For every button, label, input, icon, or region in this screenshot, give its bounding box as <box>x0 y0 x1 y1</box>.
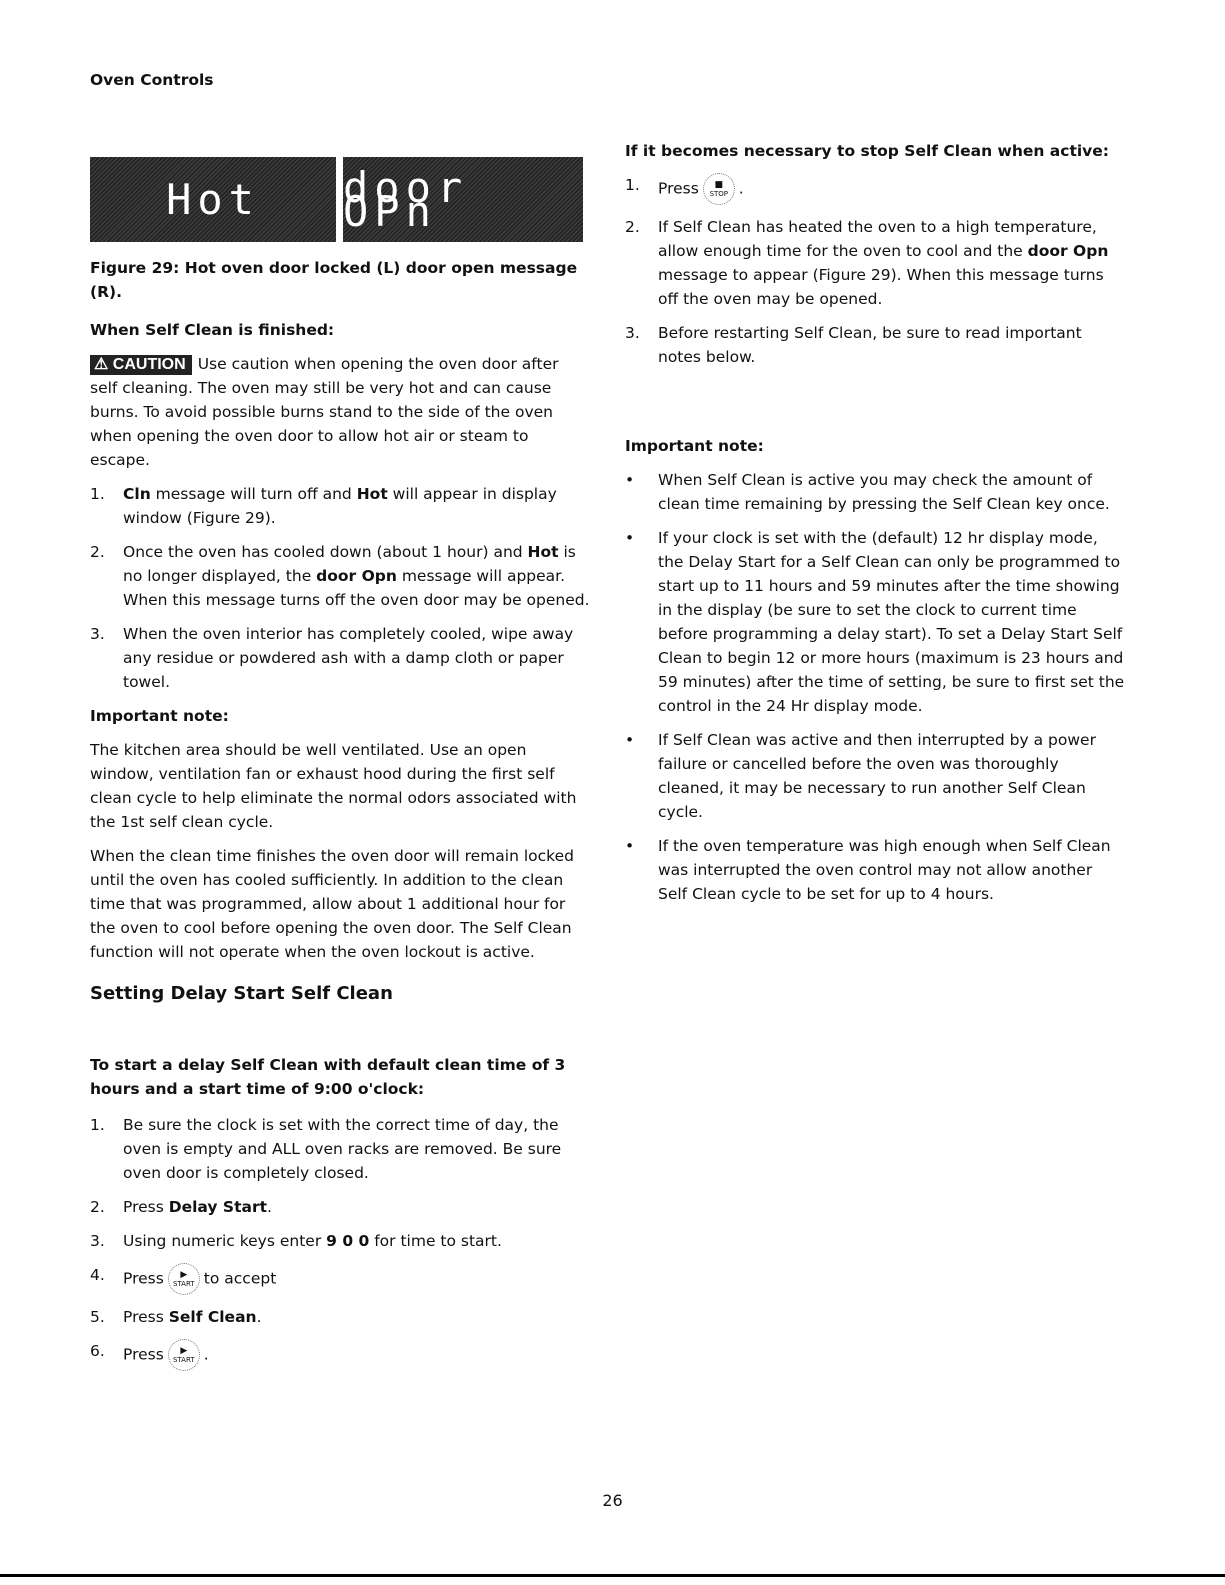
list-item <box>625 215 1125 311</box>
step-text: . <box>267 1198 272 1216</box>
list-item <box>625 173 1125 205</box>
step-text: Using numeric keys enter <box>123 1232 327 1250</box>
caution-paragraph <box>90 352 590 472</box>
step-number: 5. <box>90 1308 105 1326</box>
step-bold: door Opn <box>316 567 397 585</box>
step-number: 2. <box>625 218 640 236</box>
step-number: 1. <box>90 1116 105 1134</box>
step-text: Press <box>123 1345 164 1364</box>
caution-badge <box>90 355 192 375</box>
start-key-label: START <box>172 1356 195 1364</box>
hot-display-image <box>90 157 336 242</box>
section-header: Oven Controls <box>90 71 214 89</box>
step-bold: door Opn <box>1027 242 1109 260</box>
list-item <box>90 1305 580 1329</box>
step-text: Before restarting Self Clean, be sure to read important notes below. <box>658 324 1082 366</box>
step-text: message to appear (Figure 29). When this message turns off the oven may be opened. <box>658 266 1104 308</box>
step-text: If Self Clean has heated the oven to a high temperature, allow enough time for the oven to cool and the <box>658 218 1097 260</box>
finished-heading: When Self Clean is finished: <box>90 321 335 339</box>
step-bold: Delay Start <box>168 1198 267 1216</box>
stop-key-icon: ■ STOP <box>703 173 735 205</box>
step-bold: Cln <box>123 485 151 503</box>
step-text: When the oven interior has completely cooled, wipe away any residue or powdered ash with a damp cloth or paper towel. <box>123 625 574 691</box>
caution-label: CAUTION <box>112 356 186 373</box>
stop-steps <box>625 173 1125 369</box>
step-bold: 9 0 0 <box>326 1232 370 1250</box>
bottom-rule <box>0 1574 1225 1577</box>
step-bold: Self Clean <box>168 1308 257 1326</box>
important-section <box>625 434 1125 916</box>
step-text: Press <box>123 1198 169 1216</box>
delay-steps <box>90 1113 580 1371</box>
step-text: Press <box>123 1269 164 1288</box>
bullet-text: If the oven temperature was high enough when Self Clean was interrupted the oven control may not allow another Self Clean cycle to be set for up to 4 hours. <box>658 837 1111 903</box>
finished-section <box>90 318 590 964</box>
bullet-icon: • <box>625 471 635 489</box>
step-number: 4. <box>90 1266 105 1284</box>
stop-section <box>625 139 1125 379</box>
step-text: is no longer displayed, the <box>123 543 576 585</box>
delay-subheading: To start a delay Self Clean with default clean time of 3 hours and a start time of 9:00 o'clock: <box>90 1056 566 1098</box>
step-text: Press <box>658 179 699 198</box>
list-item <box>625 321 1125 369</box>
list-item <box>90 1113 580 1185</box>
list-item <box>625 468 1125 516</box>
list-item <box>90 1263 580 1295</box>
list-item <box>90 482 590 530</box>
ventilation-paragraph: The kitchen area should be well ventilated. Use an open window, ventilation fan or exhaust hood during the first self clean cycle to help eliminate the normal odors associated with the 1st self clean cycle. <box>90 741 577 831</box>
list-item <box>90 1195 580 1219</box>
step-bold: Hot <box>356 485 388 503</box>
warning-triangle-icon: ⚠ <box>94 356 109 373</box>
stop-key-label: STOP <box>709 190 729 198</box>
step-number: 2. <box>90 543 105 561</box>
step-number: 1. <box>90 485 105 503</box>
step-number: 3. <box>90 1232 105 1250</box>
finished-steps <box>90 482 590 694</box>
step-text: message will turn off and <box>150 485 357 503</box>
caution-text: Use caution when opening the oven door after self cleaning. The oven may still be very hot and can cause burns. To avoid possible burns stand to the side of the oven when opening the oven door to allow hot air or steam to escape. <box>90 355 559 469</box>
bullet-text: If your clock is set with the (default) 12 hr display mode, the Delay Start for a Self Clean can only be programmed to start up to 11 hours and 59 minutes after the time showing in the display (be sure to set the clock to current time before programming a delay start). To set a Delay Start Self Clean to begin 12 or more hours (maximum is 23 hours and 59 minutes) after the time of setting, be sure to first set the control in the 24 Hr display mode. <box>658 529 1125 715</box>
step-text: Once the oven has cooled down (about 1 hour) and <box>123 543 528 561</box>
start-key-icon: ▶ START <box>168 1339 200 1371</box>
step-bold: Hot <box>527 543 559 561</box>
important-note-heading: Important note: <box>90 707 229 725</box>
door-open-display-text: door OPn <box>343 162 469 236</box>
bullet-text: If Self Clean was active and then interrupted by a power failure or cancelled before the oven was thoroughly cleaned, it may be necessary to run another Self Clean cycle. <box>658 731 1096 821</box>
step-text: for time to start. <box>369 1232 502 1250</box>
list-item <box>90 1339 580 1371</box>
step-text: . <box>738 179 744 198</box>
lock-paragraph: When the clean time finishes the oven door will remain locked until the oven has cooled sufficiently. In addition to the clean time that was programmed, allow about 1 additional hour for the oven to cool before opening the oven door. The Self Clean function will not operate when the oven lockout is active. <box>90 847 574 961</box>
step-text: to accept <box>203 1269 277 1288</box>
step-text: Be sure the clock is set with the correct time of day, the oven is empty and ALL oven racks are removed. Be sure oven door is completely closed. <box>123 1116 562 1182</box>
stop-heading: If it becomes necessary to stop Self Clean when active: <box>625 142 1109 160</box>
bullet-icon: • <box>625 529 635 547</box>
bullet-icon: • <box>625 837 635 855</box>
step-number: 1. <box>625 176 640 194</box>
step-text: . <box>203 1345 209 1364</box>
start-key-label: START <box>172 1280 195 1288</box>
step-number: 2. <box>90 1198 105 1216</box>
step-text: . <box>256 1308 262 1326</box>
list-item <box>90 540 590 612</box>
bullet-icon: • <box>625 731 635 749</box>
list-item <box>90 1229 580 1253</box>
bullet-text: When Self Clean is active you may check the amount of clean time remaining by pressing the Self Clean key once. <box>658 471 1110 513</box>
delay-section <box>90 1053 580 1381</box>
list-item <box>625 526 1125 718</box>
start-key-icon: ▶ START <box>168 1263 200 1295</box>
step-text: Press <box>123 1308 169 1326</box>
important-heading: Important note: <box>625 437 764 455</box>
figure-caption: Figure 29: Hot oven door locked (L) door open message (R). <box>90 259 578 301</box>
door-open-display-image <box>343 157 583 242</box>
list-item <box>625 728 1125 824</box>
page-number: 26 <box>602 1491 623 1510</box>
list-item <box>90 622 590 694</box>
important-bullets <box>625 468 1125 906</box>
list-item <box>625 834 1125 906</box>
delay-start-heading: Setting Delay Start Self Clean <box>90 983 393 1004</box>
step-text: message will appear. When this message turns off the oven door may be opened. <box>123 567 590 609</box>
step-number: 3. <box>625 324 640 342</box>
step-number: 3. <box>90 625 105 643</box>
step-number: 6. <box>90 1342 105 1360</box>
hot-display-text: Hot <box>166 174 260 224</box>
step-text: will appear in display window (Figure 29). <box>123 485 557 527</box>
